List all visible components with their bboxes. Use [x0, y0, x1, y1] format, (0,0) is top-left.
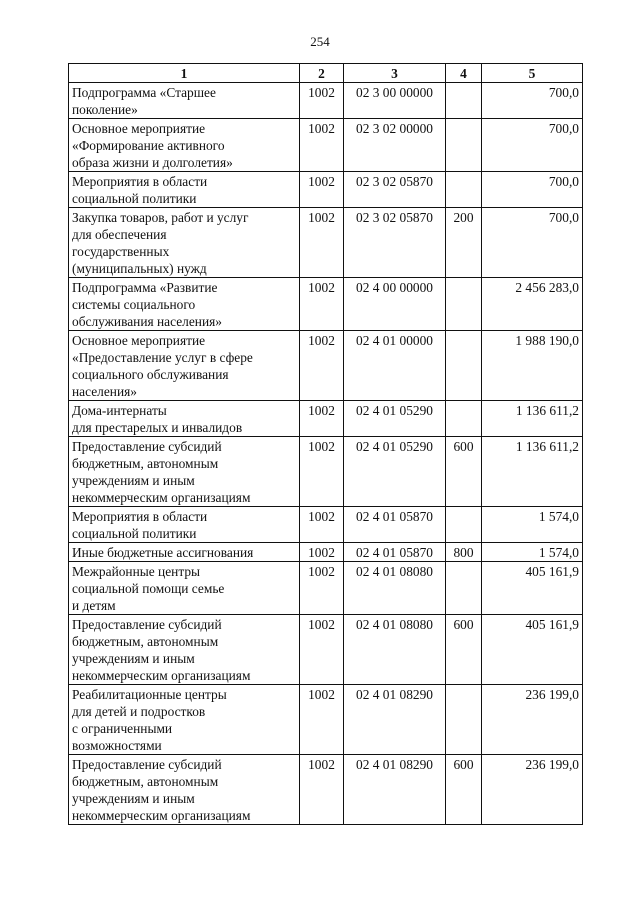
section-code-cell: 1002 — [300, 562, 344, 615]
target-code-cell: 02 4 01 05870 — [344, 507, 446, 543]
section-code-cell: 1002 — [300, 437, 344, 507]
amount-cell: 1 136 611,2 — [482, 401, 583, 437]
table-row — [69, 507, 583, 543]
expense-type-cell — [446, 562, 482, 615]
amount-cell: 700,0 — [482, 208, 583, 278]
item-name-cell: Основное мероприятие «Формирование активного образа жизни и долголетия» — [69, 119, 300, 172]
item-name-cell: Реабилитационные центры для детей и подростков с ограниченными возможностями — [69, 685, 300, 755]
amount-cell: 700,0 — [482, 172, 583, 208]
item-name-cell: Основное мероприятие «Предоставление услуг в сфере социального обслуживания населения» — [69, 331, 300, 401]
item-name-cell: Подпрограмма «Развитие системы социального обслуживания населения» — [69, 278, 300, 331]
expense-type-cell — [446, 401, 482, 437]
section-code-cell: 1002 — [300, 401, 344, 437]
amount-cell: 2 456 283,0 — [482, 278, 583, 331]
target-code-cell: 02 4 01 05290 — [344, 401, 446, 437]
target-code-cell: 02 4 01 08290 — [344, 755, 446, 825]
table-row — [69, 119, 583, 172]
target-code-cell: 02 4 01 08080 — [344, 615, 446, 685]
page-number: 254 — [310, 34, 330, 49]
item-name-cell: Межрайонные центры социальной помощи семье и детям — [69, 562, 300, 615]
target-code-cell: 02 3 02 00000 — [344, 119, 446, 172]
amount-cell: 236 199,0 — [482, 685, 583, 755]
expense-type-cell — [446, 507, 482, 543]
item-name-cell: Иные бюджетные ассигнования — [69, 543, 300, 562]
item-name-cell: Мероприятия в области социальной политики — [69, 507, 300, 543]
amount-cell: 700,0 — [482, 83, 583, 119]
item-name-cell: Подпрограмма «Старшее поколение» — [69, 83, 300, 119]
item-name-cell: Мероприятия в области социальной политики — [69, 172, 300, 208]
target-code-cell: 02 3 02 05870 — [344, 208, 446, 278]
header-row — [69, 64, 583, 83]
target-code-cell: 02 4 01 05870 — [344, 543, 446, 562]
table-row — [69, 278, 583, 331]
section-code-cell: 1002 — [300, 685, 344, 755]
budget-table — [68, 63, 583, 825]
amount-cell: 700,0 — [482, 119, 583, 172]
table-row — [69, 755, 583, 825]
expense-type-cell — [446, 331, 482, 401]
table-row — [69, 331, 583, 401]
table-row — [69, 437, 583, 507]
item-name-cell: Дома-интернаты для престарелых и инвалидов — [69, 401, 300, 437]
column-header-3: 3 — [344, 64, 446, 83]
target-code-cell: 02 4 01 00000 — [344, 331, 446, 401]
expense-type-cell — [446, 83, 482, 119]
amount-cell: 1 988 190,0 — [482, 331, 583, 401]
table-row — [69, 208, 583, 278]
amount-cell: 236 199,0 — [482, 755, 583, 825]
amount-cell: 1 574,0 — [482, 543, 583, 562]
expense-type-cell — [446, 278, 482, 331]
item-name-cell: Предоставление субсидий бюджетным, автономным учреждениям и иным некоммерческим организациям — [69, 755, 300, 825]
table-row — [69, 543, 583, 562]
section-code-cell: 1002 — [300, 83, 344, 119]
table-row — [69, 83, 583, 119]
target-code-cell: 02 4 01 08080 — [344, 562, 446, 615]
expense-type-cell: 800 — [446, 543, 482, 562]
item-name-cell: Предоставление субсидий бюджетным, автономным учреждениям и иным некоммерческим организациям — [69, 615, 300, 685]
section-code-cell: 1002 — [300, 543, 344, 562]
section-code-cell: 1002 — [300, 278, 344, 331]
expense-type-cell: 200 — [446, 208, 482, 278]
expense-type-cell: 600 — [446, 615, 482, 685]
target-code-cell: 02 3 02 05870 — [344, 172, 446, 208]
target-code-cell: 02 4 00 00000 — [344, 278, 446, 331]
expense-type-cell — [446, 685, 482, 755]
expense-type-cell — [446, 172, 482, 208]
item-name-cell: Предоставление субсидий бюджетным, автономным учреждениям и иным некоммерческим организациям — [69, 437, 300, 507]
amount-cell: 1 136 611,2 — [482, 437, 583, 507]
column-header-4: 4 — [446, 64, 482, 83]
table-row — [69, 685, 583, 755]
table-row — [69, 172, 583, 208]
target-code-cell: 02 3 00 00000 — [344, 83, 446, 119]
amount-cell: 405 161,9 — [482, 562, 583, 615]
section-code-cell: 1002 — [300, 331, 344, 401]
column-header-1: 1 — [69, 64, 300, 83]
expense-type-cell — [446, 119, 482, 172]
section-code-cell: 1002 — [300, 755, 344, 825]
section-code-cell: 1002 — [300, 507, 344, 543]
section-code-cell: 1002 — [300, 119, 344, 172]
section-code-cell: 1002 — [300, 615, 344, 685]
item-name-cell: Закупка товаров, работ и услуг для обеспечения государственных (муниципальных) нужд — [69, 208, 300, 278]
target-code-cell: 02 4 01 05290 — [344, 437, 446, 507]
column-header-2: 2 — [300, 64, 344, 83]
table-row — [69, 615, 583, 685]
expense-type-cell: 600 — [446, 755, 482, 825]
table-row — [69, 562, 583, 615]
target-code-cell: 02 4 01 08290 — [344, 685, 446, 755]
section-code-cell: 1002 — [300, 208, 344, 278]
section-code-cell: 1002 — [300, 172, 344, 208]
amount-cell: 405 161,9 — [482, 615, 583, 685]
column-header-5: 5 — [482, 64, 583, 83]
amount-cell: 1 574,0 — [482, 507, 583, 543]
expense-type-cell: 600 — [446, 437, 482, 507]
table-row — [69, 401, 583, 437]
